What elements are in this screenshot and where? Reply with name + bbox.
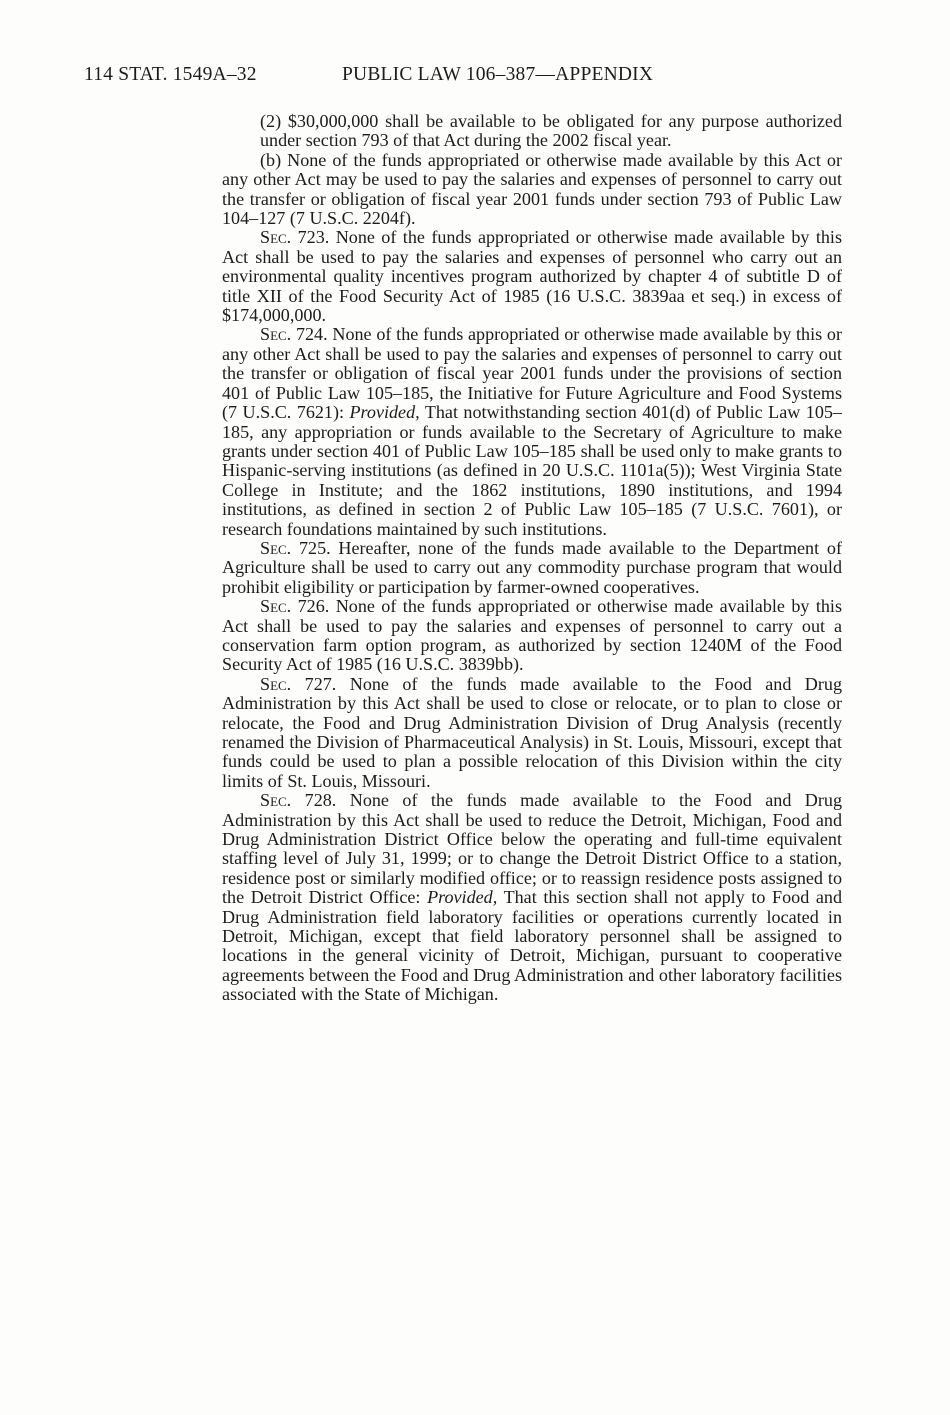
section-label: Sec. 725. xyxy=(260,537,331,558)
section-text: None of the funds appropriated or otherwise made available by this or any other Act shall be used to pay the salaries and expenses of personnel to carry out the transfer or obligation of fiscal year 2001 funds under the provisions of section 401 of Public Law 105–185, the Initiative for Future Agriculture and Food Systems (7 U.S.C. 7621): xyxy=(222,324,842,423)
section-label: Sec. 724. xyxy=(260,324,328,345)
document-body xyxy=(222,112,842,1005)
proviso-term: Provided, xyxy=(349,402,420,423)
section-text: None of the funds made available to the Food and Drug Administration by this Act shall be used to reduce the Detroit, Michigan, Food and Drug Administration District Office below the operating and full-time equivalent staffing level of July 31, 1999; or to change the Detroit District Office to a station, residence post or similarly modified office; or to reassign residence posts assigned to the Detroit District Office: xyxy=(222,790,842,908)
section-text: None of the funds appropriated or otherwise made available by this Act shall be used to pay the salaries and expenses of personnel to carry out a conservation farm option program, as authorized by section 1240M of the Food Security Act of 1985 (16 U.S.C. 3839bb). xyxy=(222,596,842,675)
section-725 xyxy=(222,539,842,597)
section-text-after-proviso: That this section shall not apply to Food and Drug Administration field laboratory facilities or operations currently located in Detroit, Michigan, except that field laboratory personnel shall be assigned to locations in the general vicinity of Detroit, Michigan, pursuant to cooperative agreements between the Food and Drug Administration and other laboratory facilities associated with the State of Michigan. xyxy=(222,887,843,1005)
proviso-term: Provided, xyxy=(427,887,498,908)
header-title: PUBLIC LAW 106–387—APPENDIX xyxy=(342,64,654,85)
section-726 xyxy=(222,597,842,675)
statute-citation: 114 STAT. 1549A–32 xyxy=(84,64,257,85)
paragraph-text: (b) None of the funds appropriated or otherwise made available by this Act or any other Act may be used to pay the salaries and expenses of personnel to carry out the transfer or obligation of fiscal year 2001 funds under section 793 of Public Law 104–127 (7 U.S.C. 2204f). xyxy=(222,149,842,229)
section-label: Sec. 723. xyxy=(260,227,330,248)
section-label: Sec. 728. xyxy=(260,790,337,811)
running-header xyxy=(84,64,864,86)
paragraph-subsection-b xyxy=(222,151,842,229)
section-text-after-proviso: That notwithstanding section 401(d) of Public Law 105–185, any appropriation or funds available to the Secretary of Agriculture to make grants under section 401 of Public Law 105–185 shall be used only to make grants to Hispanic-serving institutions (as defined in 20 U.S.C. 1101a(5)); West Virginia State College in Institute; and the 1862 institutions, 1890 institutions, and 1994 institutions, as defined in section 2 of Public Law 105–185 (7 U.S.C. 7601), or research foundations maintained by such institutions. xyxy=(222,402,842,539)
section-728 xyxy=(222,791,842,1004)
section-text: None of the funds made available to the Food and Drug Administration by this Act shall be used to close or relocate, or to plan to close or relocate, the Food and Drug Administration Division of Drug Analysis (recently renamed the Division of Pharmaceutical Analysis) in St. Louis, Missouri, except that funds could be used to plan a possible relocation of this Division within the city limits of St. Louis, Missouri. xyxy=(222,673,842,791)
section-723 xyxy=(222,228,842,325)
paragraph-subsection-2 xyxy=(222,112,842,151)
section-727 xyxy=(222,675,842,791)
section-text: Hereafter, none of the funds made available to the Department of Agriculture shall be used to carry out any commodity purchase program that would prohibit eligibility or participation by farmer-owned cooperatives. xyxy=(222,537,842,597)
section-724 xyxy=(222,325,842,538)
section-text: None of the funds appropriated or otherwise made available by this Act shall be used to pay the salaries and expenses of personnel who carry out an environmental quality incentives program authorized by chapter 4 of subtitle D of title XII of the Food Security Act of 1985 (16 U.S.C. 3839aa et seq.) in excess of $174,000,000. xyxy=(222,227,842,326)
section-label: Sec. 726. xyxy=(260,596,330,617)
section-label: Sec. 727. xyxy=(260,673,337,694)
paragraph-text: (2) $30,000,000 shall be available to be obligated for any purpose authorized under section 793 of that Act during the 2002 fiscal year. xyxy=(260,111,842,151)
